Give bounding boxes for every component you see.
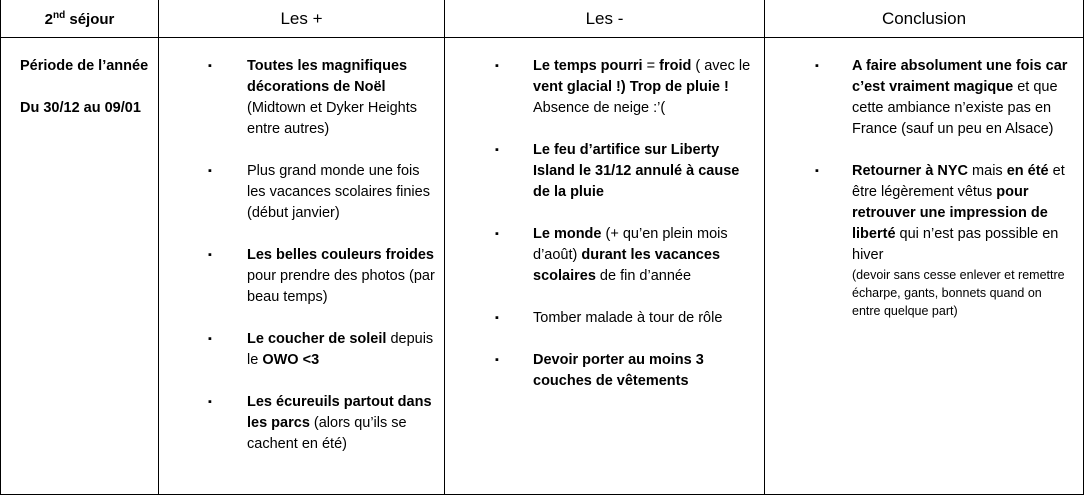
period-dates: Du 30/12 au 09/01 bbox=[20, 100, 141, 116]
bullet-icon: ▪ bbox=[208, 333, 212, 345]
period-label: Période de l’année bbox=[20, 58, 149, 74]
list-item: ▪ Le feu d’artifice sur Liberty Island le 31/12 annulé à cause de la pluie bbox=[495, 142, 740, 200]
list-item: ▪ Le monde (+ qu’en plein mois d’août) durant les vacances scolaires de fin d’année bbox=[495, 226, 728, 284]
conclusion-cell bbox=[765, 38, 1084, 495]
bullet-icon: ▪ bbox=[495, 354, 499, 366]
note-text: (devoir sans cesse enlever et remettre écharpe, gants, bonnets quand on entre quelque part) bbox=[852, 268, 1065, 318]
bullet-icon: ▪ bbox=[495, 228, 499, 240]
content-row bbox=[1, 38, 1084, 495]
bullet-icon: ▪ bbox=[208, 165, 212, 177]
header-minus: Les - bbox=[445, 0, 765, 38]
list-item: ▪ Le temps pourri = froid ( avec le vent glacial !) Trop de pluie ! Absence de neige :’( bbox=[495, 58, 751, 116]
bullet-icon: ▪ bbox=[208, 249, 212, 261]
bullet-icon: ▪ bbox=[815, 60, 819, 72]
bullet-icon: ▪ bbox=[208, 396, 212, 408]
plus-list bbox=[159, 38, 437, 455]
plus-cell bbox=[159, 38, 445, 495]
list-item: ▪ A faire absolument une fois car c’est vraiment magique et que cette ambiance n’existe pas en France (sauf un peu en Alsace) bbox=[815, 58, 1068, 137]
header-plus: Les + bbox=[159, 0, 445, 38]
bullet-icon: ▪ bbox=[495, 144, 499, 156]
list-item: ▪ Les écureuils partout dans les parcs (alors qu’ils se cachent en été) bbox=[208, 394, 432, 452]
minus-list bbox=[445, 38, 753, 392]
header-conclusion: Conclusion bbox=[765, 0, 1084, 38]
list-item: ▪ Plus grand monde une fois les vacances scolaires finies (début janvier) bbox=[208, 163, 430, 221]
bullet-icon: ▪ bbox=[208, 60, 212, 72]
bullet-icon: ▪ bbox=[815, 165, 819, 177]
header-sejour: 2nd séjour bbox=[1, 0, 159, 38]
list-item: ▪ Le coucher de soleil depuis le OWO <3 bbox=[208, 331, 434, 368]
list-item: ▪ Retourner à NYC mais en été et être légèrement vêtus pour retrouver une impression de liberté qui n’est pas possible en hiver (devoir sans cesse enlever et remettre écharpe, gants, bonnets quand on entre quelque part) bbox=[852, 161, 1072, 320]
list-item: ▪ Toutes les magnifiques décorations de Noël (Midtown et Dyker Heights entre autres) bbox=[208, 58, 418, 137]
list-item: ▪ Devoir porter au moins 3 couches de vêtements bbox=[495, 352, 704, 389]
bullet-icon: ▪ bbox=[495, 312, 499, 324]
period-cell bbox=[1, 38, 159, 495]
list-item: ▪ Les belles couleurs froides pour prendre des photos (par beau temps) bbox=[208, 247, 435, 305]
bullet-icon: ▪ bbox=[495, 60, 499, 72]
list-item: ▪ Tomber malade à tour de rôle bbox=[533, 308, 753, 329]
header-row bbox=[1, 0, 1084, 38]
conclusion-list bbox=[765, 38, 1072, 320]
minus-cell bbox=[445, 38, 765, 495]
